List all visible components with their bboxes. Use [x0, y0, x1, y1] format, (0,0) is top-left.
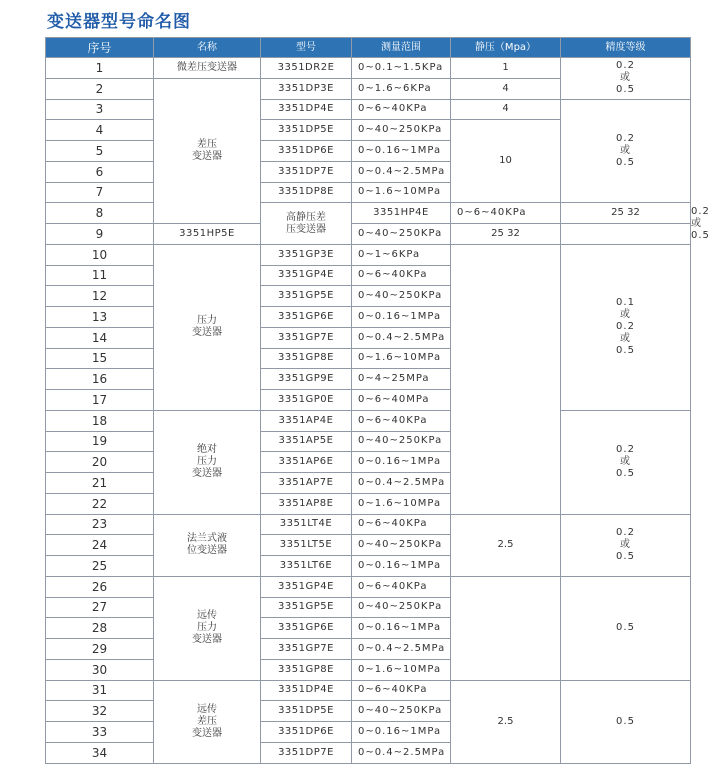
row-number: 22: [46, 493, 154, 514]
cell-line: 或: [620, 539, 631, 551]
model-number: 3351GP4E: [261, 576, 352, 597]
row-number: 9: [46, 224, 154, 245]
model-number: 3351LT5E: [261, 535, 352, 556]
measurement-range: 0~6~40KPa: [352, 99, 451, 120]
accuracy-class: [561, 576, 691, 680]
model-number: 3351DP4E: [261, 99, 352, 120]
accuracy-class: [561, 514, 691, 576]
row-number: 17: [46, 390, 154, 411]
model-number: 3351GP8E: [261, 659, 352, 680]
table-row: [46, 244, 691, 265]
cell-line: 0.5: [616, 715, 635, 727]
model-number: 3351DP4E: [261, 680, 352, 701]
row-number: 5: [46, 141, 154, 162]
measurement-range: 0~0.16~1MPa: [352, 307, 451, 328]
col-header-name: 名称: [154, 38, 261, 58]
cell-line: 0.2: [616, 527, 635, 539]
static-pressure: 4: [451, 99, 561, 120]
model-number: 3351GP6E: [261, 307, 352, 328]
row-number: 11: [46, 265, 154, 286]
product-name: [154, 410, 261, 514]
model-number: 3351LT4E: [261, 514, 352, 535]
model-number: 3351AP5E: [261, 431, 352, 452]
model-number: 3351DP7E: [261, 742, 352, 763]
measurement-range: 0~0.16~1MPa: [352, 452, 451, 473]
model-number: 3351AP7E: [261, 473, 352, 494]
product-name: [154, 78, 261, 223]
cell-line: 0.5: [616, 468, 635, 480]
static-pressure: 25 32: [561, 203, 691, 224]
table-row: [46, 514, 691, 535]
measurement-range: 0~1.6~10MPa: [352, 659, 451, 680]
model-number: 3351AP8E: [261, 493, 352, 514]
measurement-range: 0~40~250KPa: [352, 286, 451, 307]
col-header-accuracy: 精度等级: [561, 38, 691, 58]
measurement-range: 0~6~40KPa: [352, 410, 451, 431]
cell-line: 变送器: [192, 727, 222, 739]
col-header-range: 测量范围: [352, 38, 451, 58]
model-number: 3351DP5E: [261, 120, 352, 141]
model-number: 3351GP5E: [261, 286, 352, 307]
row-number: 6: [46, 161, 154, 182]
measurement-range: 0~40~250KPa: [352, 431, 451, 452]
table-body: [46, 58, 710, 764]
measurement-range: 0~4~25MPa: [352, 369, 451, 390]
row-number: 2: [46, 78, 154, 99]
row-number: 1: [46, 58, 154, 79]
row-number: 26: [46, 576, 154, 597]
measurement-range: 0~40~250KPa: [352, 120, 451, 141]
row-number: 18: [46, 410, 154, 431]
row-number: 4: [46, 120, 154, 141]
measurement-range: 0~40~250KPa: [352, 224, 451, 245]
product-name: [154, 514, 261, 576]
row-number: 28: [46, 618, 154, 639]
model-number: 3351GP3E: [261, 244, 352, 265]
model-number: 3351HP5E: [154, 224, 261, 245]
cell-line: 变送器: [192, 468, 222, 480]
measurement-range: 0~0.4~2.5MPa: [352, 327, 451, 348]
cell-line: 差压: [197, 715, 217, 727]
cell-line: 法兰式液: [187, 533, 227, 545]
measurement-range: 0~40~250KPa: [352, 597, 451, 618]
measurement-range: 0~0.4~2.5MPa: [352, 639, 451, 660]
cell-line: 压力: [197, 622, 217, 634]
cell-line: 压变送器: [286, 223, 326, 235]
col-header-no: 序号: [46, 38, 154, 58]
product-name: [261, 203, 352, 245]
row-number: 16: [46, 369, 154, 390]
model-number: 3351DP7E: [261, 161, 352, 182]
measurement-range: 0~0.1~1.5KPa: [352, 58, 451, 79]
static-pressure: 25 32: [451, 224, 561, 245]
cell-line: 绝对: [197, 444, 217, 456]
row-number: 20: [46, 452, 154, 473]
static-pressure: [451, 576, 561, 680]
model-number: 3351GP7E: [261, 327, 352, 348]
cell-line: 变送器: [192, 634, 222, 646]
row-number: 3: [46, 99, 154, 120]
row-number: 23: [46, 514, 154, 535]
model-number: 3351AP6E: [261, 452, 352, 473]
cell-line: 0.5: [616, 345, 635, 357]
spec-table: [45, 37, 710, 764]
measurement-range: 0~0.4~2.5MPa: [352, 742, 451, 763]
cell-line: 0.2: [616, 132, 635, 144]
table-row: [46, 58, 691, 79]
measurement-range: 0~40~250KPa: [352, 701, 451, 722]
measurement-range: 0~6~40KPa: [352, 576, 451, 597]
accuracy-class: [561, 58, 691, 100]
measurement-range: 0~6~40MPa: [352, 390, 451, 411]
row-number: 19: [46, 431, 154, 452]
row-number: 31: [46, 680, 154, 701]
accuracy-class: [561, 680, 691, 763]
cell-line: 0.2: [616, 444, 635, 456]
model-number: 3351LT6E: [261, 556, 352, 577]
model-number: 3351DP6E: [261, 141, 352, 162]
cell-line: 远传: [197, 610, 217, 622]
model-number: 3351DR2E: [261, 58, 352, 79]
accuracy-class: [561, 410, 691, 514]
cell-line: 0.2: [616, 60, 635, 72]
row-number: 21: [46, 473, 154, 494]
cell-line: 或: [620, 456, 631, 468]
table-row: [46, 224, 691, 245]
measurement-range: 0~40~250KPa: [352, 535, 451, 556]
row-number: 25: [46, 556, 154, 577]
measurement-range: 0~0.4~2.5MPa: [352, 473, 451, 494]
cell-line: 压力: [197, 456, 217, 468]
page-title: 变送器型号命名图: [47, 12, 191, 32]
table-row: [46, 99, 691, 120]
row-number: 30: [46, 659, 154, 680]
cell-line: 变送器: [192, 150, 222, 162]
cell-line: 高静压差: [286, 211, 326, 223]
static-pressure: 2.5: [451, 680, 561, 763]
model-number: 3351DP8E: [261, 182, 352, 203]
measurement-range: 0~6~40KPa: [451, 203, 561, 224]
measurement-range: 0~6~40KPa: [352, 680, 451, 701]
measurement-range: 0~0.16~1MPa: [352, 141, 451, 162]
static-pressure: 2.5: [451, 514, 561, 576]
row-number: 8: [46, 203, 154, 224]
model-number: 3351DP5E: [261, 701, 352, 722]
accuracy-class: [561, 244, 691, 410]
measurement-range: 0~6~40KPa: [352, 514, 451, 535]
row-number: 27: [46, 597, 154, 618]
col-header-model: 型号: [261, 38, 352, 58]
col-header-static-pressure: 静压（Mpa）: [451, 38, 561, 58]
cell-line: 0.5: [616, 551, 635, 563]
model-number: 3351GP6E: [261, 618, 352, 639]
measurement-range: 0~1.6~10MPa: [352, 182, 451, 203]
row-number: 29: [46, 639, 154, 660]
measurement-range: 0~0.16~1MPa: [352, 556, 451, 577]
model-number: 3351GP7E: [261, 639, 352, 660]
model-number: 3351DP6E: [261, 722, 352, 743]
cell-line: 差压: [197, 138, 217, 150]
row-number: 33: [46, 722, 154, 743]
table-row: 8 高静压差 压变送器 3351HP4E 0~6~40KPa 25 32 0.2 或 0.5: [46, 203, 691, 224]
row-number: 24: [46, 535, 154, 556]
cell-line: 微差压变送器: [177, 61, 237, 73]
cell-line: 0.5: [616, 156, 635, 168]
measurement-range: 0~6~40KPa: [352, 265, 451, 286]
cell-line: 压力: [197, 315, 217, 327]
product-name: [154, 576, 261, 680]
cell-line: 远传: [197, 703, 217, 715]
measurement-range: 0~0.4~2.5MPa: [352, 161, 451, 182]
table-row: [46, 680, 691, 701]
static-pressure: [451, 244, 561, 514]
cell-line: 0.1: [616, 297, 635, 309]
static-pressure: 4: [451, 78, 561, 99]
row-number: 7: [46, 182, 154, 203]
static-pressure: 10: [451, 120, 561, 203]
model-number: 3351DP3E: [261, 78, 352, 99]
row-number: 13: [46, 307, 154, 328]
accuracy-class: [561, 99, 691, 203]
cell-line: 或: [620, 72, 631, 84]
product-name: [154, 244, 261, 410]
model-number: 3351GP9E: [261, 369, 352, 390]
header-row: [46, 38, 691, 58]
model-number: 3351GP8E: [261, 348, 352, 369]
row-number: 15: [46, 348, 154, 369]
measurement-range: 0~1.6~10MPa: [352, 493, 451, 514]
model-number: 3351GP0E: [261, 390, 352, 411]
cell-line: 0.5: [616, 84, 635, 96]
cell-line: 或: [620, 333, 631, 345]
model-number: 3351GP4E: [261, 265, 352, 286]
table-row: [46, 576, 691, 597]
static-pressure: 1: [451, 58, 561, 79]
row-number: 14: [46, 327, 154, 348]
measurement-range: 0~0.16~1MPa: [352, 722, 451, 743]
cell-line: 变送器: [192, 327, 222, 339]
cell-line: 或: [620, 144, 631, 156]
row-number: 34: [46, 742, 154, 763]
measurement-range: 0~1.6~6KPa: [352, 78, 451, 99]
model-number: 3351HP4E: [352, 203, 451, 224]
table-row: [46, 410, 691, 431]
row-number: 32: [46, 701, 154, 722]
measurement-range: 0~0.16~1MPa: [352, 618, 451, 639]
cell-line: 0.2: [616, 321, 635, 333]
measurement-range: 0~1.6~10MPa: [352, 348, 451, 369]
cell-line: 或: [620, 309, 631, 321]
product-name: [154, 680, 261, 763]
product-name: [154, 58, 261, 79]
cell-line: 0.5: [616, 622, 635, 634]
row-number: 10: [46, 244, 154, 265]
measurement-range: 0~1~6KPa: [352, 244, 451, 265]
cell-line: 位变送器: [187, 545, 227, 557]
model-number: 3351AP4E: [261, 410, 352, 431]
model-number: 3351GP5E: [261, 597, 352, 618]
row-number: 12: [46, 286, 154, 307]
